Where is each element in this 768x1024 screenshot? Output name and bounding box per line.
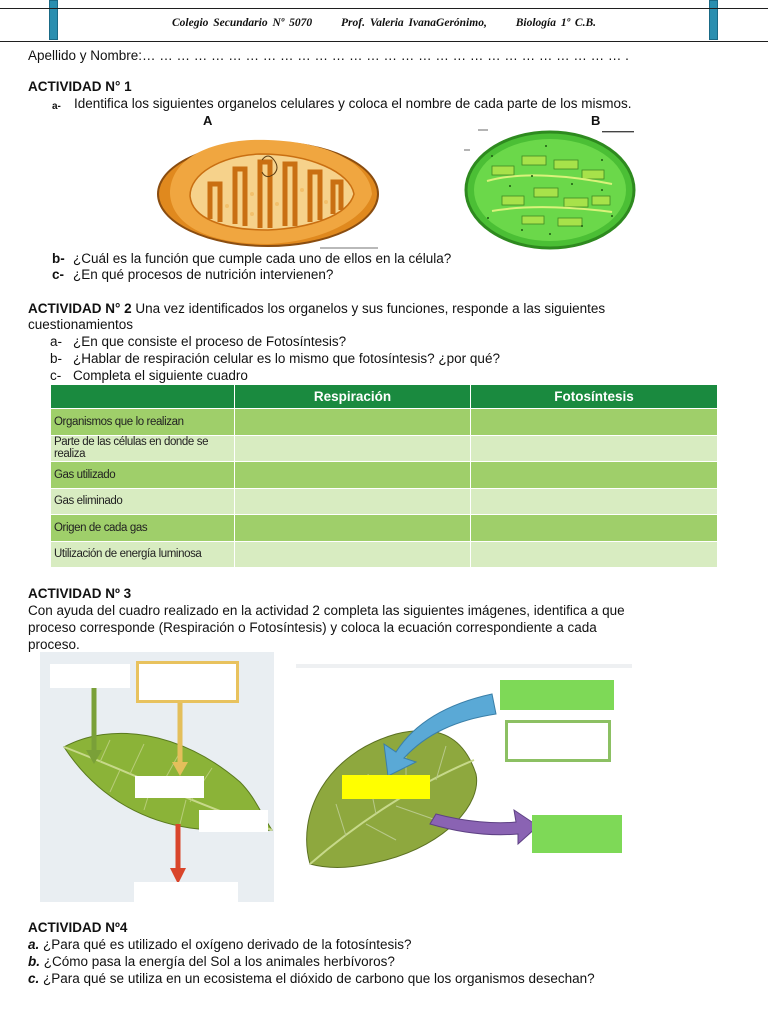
table-cell-respiracion[interactable] (235, 462, 471, 489)
table-header-fotosintesis: Fotosíntesis (471, 385, 718, 409)
header-subject: Biología 1º C.B. (515, 17, 596, 29)
table-cell-respiracion[interactable] (235, 409, 471, 436)
table-header-blank (51, 385, 235, 409)
activity4-title: ACTIVIDAD Nº4 (28, 920, 128, 935)
label-line-b (602, 131, 634, 132)
activity2-heading (28, 301, 605, 317)
table-row-label: Gas utilizado (51, 462, 235, 489)
name-line[interactable]: Apellido y Nombre:… … … … … … … … … … … … … … … … … … … … … … … … … … … … . (28, 48, 629, 63)
activity3-title: ACTIVIDAD Nº 3 (28, 586, 132, 601)
activity1-b-marker: b- (52, 251, 65, 266)
activity4-c (28, 971, 595, 987)
answer-box-left-5[interactable] (134, 882, 238, 904)
activity4-a (28, 937, 412, 953)
answer-box-left-4[interactable] (199, 810, 268, 832)
activity3-line1: Con ayuda del cuadro realizado en la actividad 2 completa las siguientes imágenes, identifica a que (28, 603, 625, 618)
activity4-b-marker: b. (28, 954, 40, 969)
answer-box-left-1[interactable] (50, 664, 130, 688)
table-cell-respiracion[interactable] (235, 515, 471, 542)
activity2-c-marker: c- (50, 368, 62, 383)
table-row (51, 541, 718, 568)
activity1-a-marker: a- (52, 101, 61, 112)
table-cell-respiracion[interactable] (235, 488, 471, 515)
table-row (51, 462, 718, 489)
answer-box-right-3[interactable] (342, 775, 430, 799)
answer-box-right-4[interactable] (532, 815, 622, 853)
label-b: B (591, 113, 601, 128)
table-row (51, 515, 718, 542)
activity4-b-text: ¿Cómo pasa la energía del Sol a los animales herbívoros? (40, 954, 395, 969)
activity2-a-text: ¿En que consiste el proceso de Fotosíntesis? (73, 334, 347, 349)
activity2-a-marker: a- (50, 334, 63, 349)
activity3-line3: proceso. (28, 637, 80, 652)
table-row-label: Parte de las células en donde se realiza (51, 435, 235, 462)
table-cell-respiracion[interactable] (235, 541, 471, 568)
table-cell-fotosintesis[interactable] (471, 488, 718, 515)
table-row-label: Organismos que lo realizan (51, 409, 235, 436)
answer-box-right-2[interactable] (505, 720, 611, 762)
activity3-line2: proceso corresponde (Respiración o Fotosíntesis) y coloca la ecuación correspondiente a cada (28, 620, 597, 635)
activity2-title: ACTIVIDAD N° 2 (28, 301, 132, 316)
table-row-label: Gas eliminado (51, 488, 235, 515)
table-row-label: Origen de cada gas (51, 515, 235, 542)
activity2-c-text: Completa el siguiente cuadro (73, 368, 248, 383)
table-row (51, 435, 718, 462)
activity2-intro2: cuestionamientos (28, 317, 134, 332)
activity2-b-text: ¿Hablar de respiración celular es lo mismo que fotosíntesis? ¿por qué? (73, 351, 500, 366)
activity1-title: ACTIVIDAD N° 1 (28, 79, 132, 94)
header-teacher: Prof. Valeria IvanaGerónimo, (340, 17, 487, 29)
activity4-a-text: ¿Para qué es utilizado el oxígeno derivado de la fotosíntesis? (39, 937, 412, 952)
activity1-c-text: ¿En qué procesos de nutrición intervienen? (73, 267, 334, 282)
table-row-label: Utilización de energía luminosa (51, 541, 235, 568)
activity2-b-marker: b- (50, 351, 63, 366)
activity4-c-text: ¿Para qué se utiliza en un ecosistema el dióxido de carbono que los organismos desechan? (39, 971, 595, 986)
activity1-a-text: Identifica los siguientes organelos celulares y coloca el nombre de cada parte de los mismos. (74, 96, 632, 111)
table-cell-fotosintesis[interactable] (471, 462, 718, 489)
activity1-b-text: ¿Cuál es la función que cumple cada uno de ellos en la célula? (73, 251, 452, 266)
table-row (51, 488, 718, 515)
activity4-c-marker: c. (28, 971, 40, 986)
table-cell-fotosintesis[interactable] (471, 409, 718, 436)
header-text (0, 17, 768, 29)
activity4-a-marker: a. (28, 937, 40, 952)
activity2-intro: Una vez identificados los organelos y sus funciones, responde a las siguientes (131, 301, 606, 316)
answer-box-right-1[interactable] (500, 680, 614, 710)
answer-box-left-3[interactable] (135, 776, 204, 798)
table-header-row (51, 385, 718, 409)
header-school: Colegio Secundario Nº 5070 (172, 17, 313, 29)
mitochondrion-image (150, 124, 380, 250)
activity4-b (28, 954, 395, 970)
table-row (51, 409, 718, 436)
table-cell-respiracion[interactable] (235, 435, 471, 462)
header-rule-top (0, 8, 768, 9)
activity1-c-marker: c- (52, 267, 65, 282)
comparison-table (50, 384, 718, 568)
table-cell-fotosintesis[interactable] (471, 435, 718, 462)
header-rule-bottom (0, 41, 768, 42)
table-cell-fotosintesis[interactable] (471, 541, 718, 568)
answer-box-left-2[interactable] (136, 661, 239, 703)
table-header-respiracion: Respiración (235, 385, 471, 409)
label-a: A (203, 113, 213, 128)
table-cell-fotosintesis[interactable] (471, 515, 718, 542)
chloroplast-image (462, 126, 638, 252)
